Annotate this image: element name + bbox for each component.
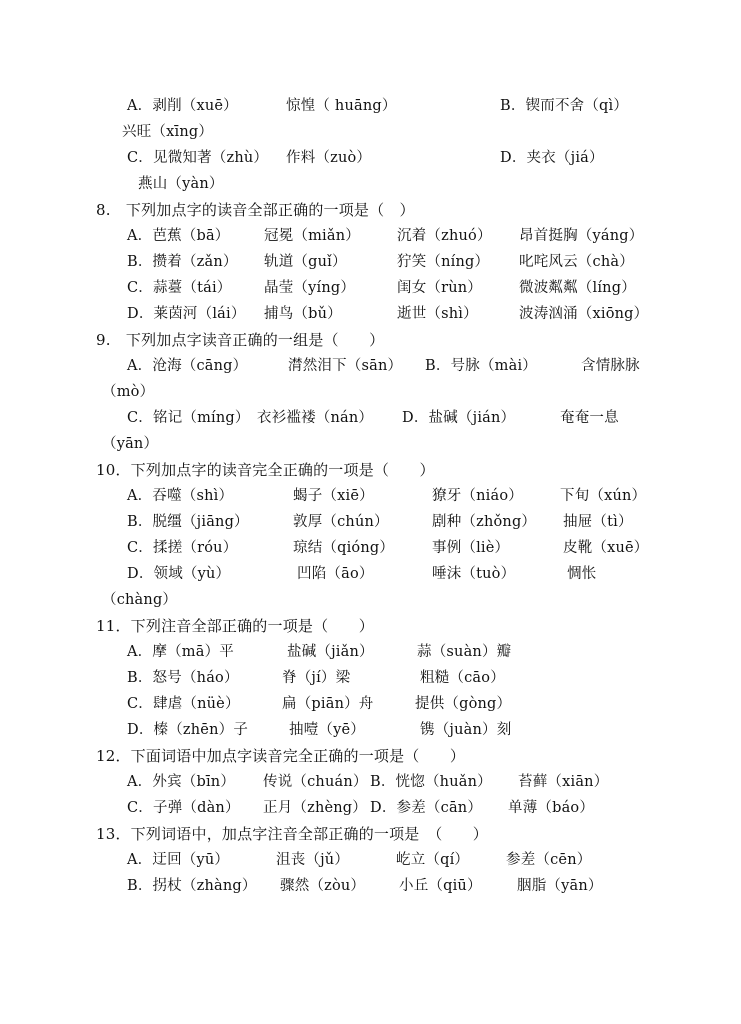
q10-d-2: 凹陷（āo）: [297, 566, 374, 582]
q9-a-2: 潸然泪下（sān）: [288, 358, 403, 374]
q10-a-3: 獠牙（niáo）: [432, 488, 523, 504]
q13-b-4: 胭脂（yān）: [517, 878, 603, 894]
q11-d-1: D．榛（zhēn）子: [127, 722, 249, 738]
q10-d-3: 唾沫（tuò）: [432, 566, 516, 582]
q12-r1-3: B．恍惚（huǎn）: [370, 774, 492, 790]
q12-r1-4: 苔藓（xiān）: [518, 774, 609, 790]
q9-b-3: （mò）: [102, 384, 155, 400]
q8-a-2: 冠冕（miǎn）: [264, 228, 360, 244]
q8-stem: 8. 下列加点字的读音全部正确的一项是（ ）: [96, 201, 415, 219]
q11-c-2: 扁（piān）舟: [282, 696, 374, 712]
q12-stem: 12．下面词语中加点字读音完全正确的一项是（ ）: [96, 747, 466, 765]
q8-c-3: 闺女（rùn）: [397, 280, 483, 296]
q12-r2-4: 单薄（báo）: [508, 800, 595, 816]
q10-a-1: A．吞噬（shì）: [127, 488, 234, 504]
q10-c-1: C．揉搓（róu）: [127, 540, 238, 556]
q9-c-1: C．铭记（míng）: [127, 410, 250, 426]
q10-c-4: 皮靴（xuē）: [563, 540, 649, 556]
q13-b-2: 骤然（zòu）: [280, 878, 366, 894]
q10-d-1: D．领域（yù）: [127, 566, 231, 582]
q11-a-2: 盐碱（jiǎn）: [287, 644, 374, 660]
q8-d-2: 捕鸟（bǔ）: [264, 306, 342, 322]
q7-option-c-word2: 作料（zuò）: [286, 150, 372, 166]
q8-c-2: 晶莹（yíng）: [264, 280, 356, 296]
q10-stem: 10．下列加点字的读音完全正确的一项是（ ）: [96, 461, 435, 479]
q13-b-1: B．拐杖（zhàng）: [127, 878, 257, 894]
q8-a-4: 昂首挺胸（yáng）: [519, 228, 644, 244]
q13-a-3: 屹立（qí）: [396, 852, 470, 868]
q12-r2-1: C．子弹（dàn）: [127, 800, 240, 816]
q9-d-1: D．盐碱（jián）: [402, 410, 516, 426]
q9-a-1: A．沧海（cāng）: [127, 358, 248, 374]
q12-r1-1: A．外宾（bīn）: [127, 774, 236, 790]
q11-c-3: 提供（gòng）: [415, 696, 512, 712]
q10-c-3: 事例（liè）: [432, 540, 510, 556]
q10-b-1: B．脱缰（jiāng）: [127, 514, 249, 530]
q13-stem: 13．下列词语中，加点字注音全部正确的一项是 （ ）: [96, 825, 488, 843]
q10-a-2: 蝎子（xiē）: [293, 488, 374, 504]
q10-d-4-pinyin: （chàng）: [102, 592, 178, 608]
q8-b-3: 狞笑（níng）: [397, 254, 490, 270]
q10-b-4: 抽屉（tì）: [563, 514, 633, 530]
q13-a-4: 参差（cēn）: [506, 852, 592, 868]
q9-d-2: 奄奄一息: [560, 410, 619, 426]
q13-a-1: A．迂回（yū）: [127, 852, 230, 868]
q11-c-1: C．肆虐（nüè）: [127, 696, 240, 712]
q9-b-2: 含情脉脉: [581, 358, 640, 374]
q7-option-c-word1: C．见微知著（zhù）: [127, 150, 269, 166]
q8-b-1: B．攒着（zǎn）: [127, 254, 238, 270]
q7-option-b-word2: 兴旺（xīng）: [122, 124, 214, 140]
q12-r1-2: 传说（chuán）: [263, 774, 368, 790]
q12-r2-3: D．参差（cān）: [370, 800, 483, 816]
q8-c-1: C．蒜薹（tái）: [127, 280, 232, 296]
q8-b-2: 轨道（guǐ）: [264, 254, 347, 270]
q7-option-a-word2: 惊惶（ huāng）: [286, 98, 397, 114]
q10-b-2: 敦厚（chún）: [293, 514, 389, 530]
q8-d-1: D．莱茵河（lái）: [127, 306, 246, 322]
q8-a-1: A．芭蕉（bā）: [127, 228, 230, 244]
q7-option-d-word1: D．夹衣（jiá）: [500, 150, 604, 166]
q9-stem: 9. 下列加点字读音正确的一组是（ ）: [96, 331, 385, 349]
q11-b-2: 脊（jí）梁: [282, 670, 351, 686]
q10-a-4: 下旬（xún）: [560, 488, 647, 504]
q9-d-3: （yān）: [102, 436, 159, 452]
q11-d-2: 抽噎（yē）: [289, 722, 365, 738]
q7-option-d-word2: 燕山（yàn）: [138, 176, 224, 192]
q8-c-4: 微波粼粼（líng）: [519, 280, 636, 296]
q7-option-b-word1: B．锲而不舍（qì）: [500, 98, 629, 114]
q13-a-2: 沮丧（jǔ）: [276, 852, 350, 868]
q12-r2-2: 正月（zhèng）: [263, 800, 367, 816]
q10-d-4: 惆怅: [567, 566, 597, 582]
q10-c-2: 琼结（qióng）: [293, 540, 395, 556]
q8-a-3: 沉着（zhuó）: [397, 228, 492, 244]
q13-b-3: 小丘（qiū）: [399, 878, 482, 894]
q11-a-1: A．摩（mā）平: [127, 644, 234, 660]
q11-b-1: B．怒号（háo）: [127, 670, 239, 686]
q9-b-1: B．号脉（mài）: [425, 358, 537, 374]
q10-b-3: 剧种（zhǒng）: [432, 514, 537, 530]
q7-option-a-word1: A．剥削（xuē）: [127, 98, 238, 114]
q11-a-3: 蒜（suàn）瓣: [417, 644, 512, 660]
q11-stem: 11．下列注音全部正确的一项是（ ）: [96, 617, 374, 635]
q8-d-4: 波涛汹涌（xiōng）: [519, 306, 649, 322]
q9-c-2: 衣衫褴褛（nán）: [257, 410, 374, 426]
q8-d-3: 逝世（shì）: [397, 306, 478, 322]
q8-b-4: 叱咤风云（chà）: [519, 254, 634, 270]
q11-b-3: 粗糙（cāo）: [420, 670, 505, 686]
q11-d-3: 镌（juàn）刻: [420, 722, 512, 738]
